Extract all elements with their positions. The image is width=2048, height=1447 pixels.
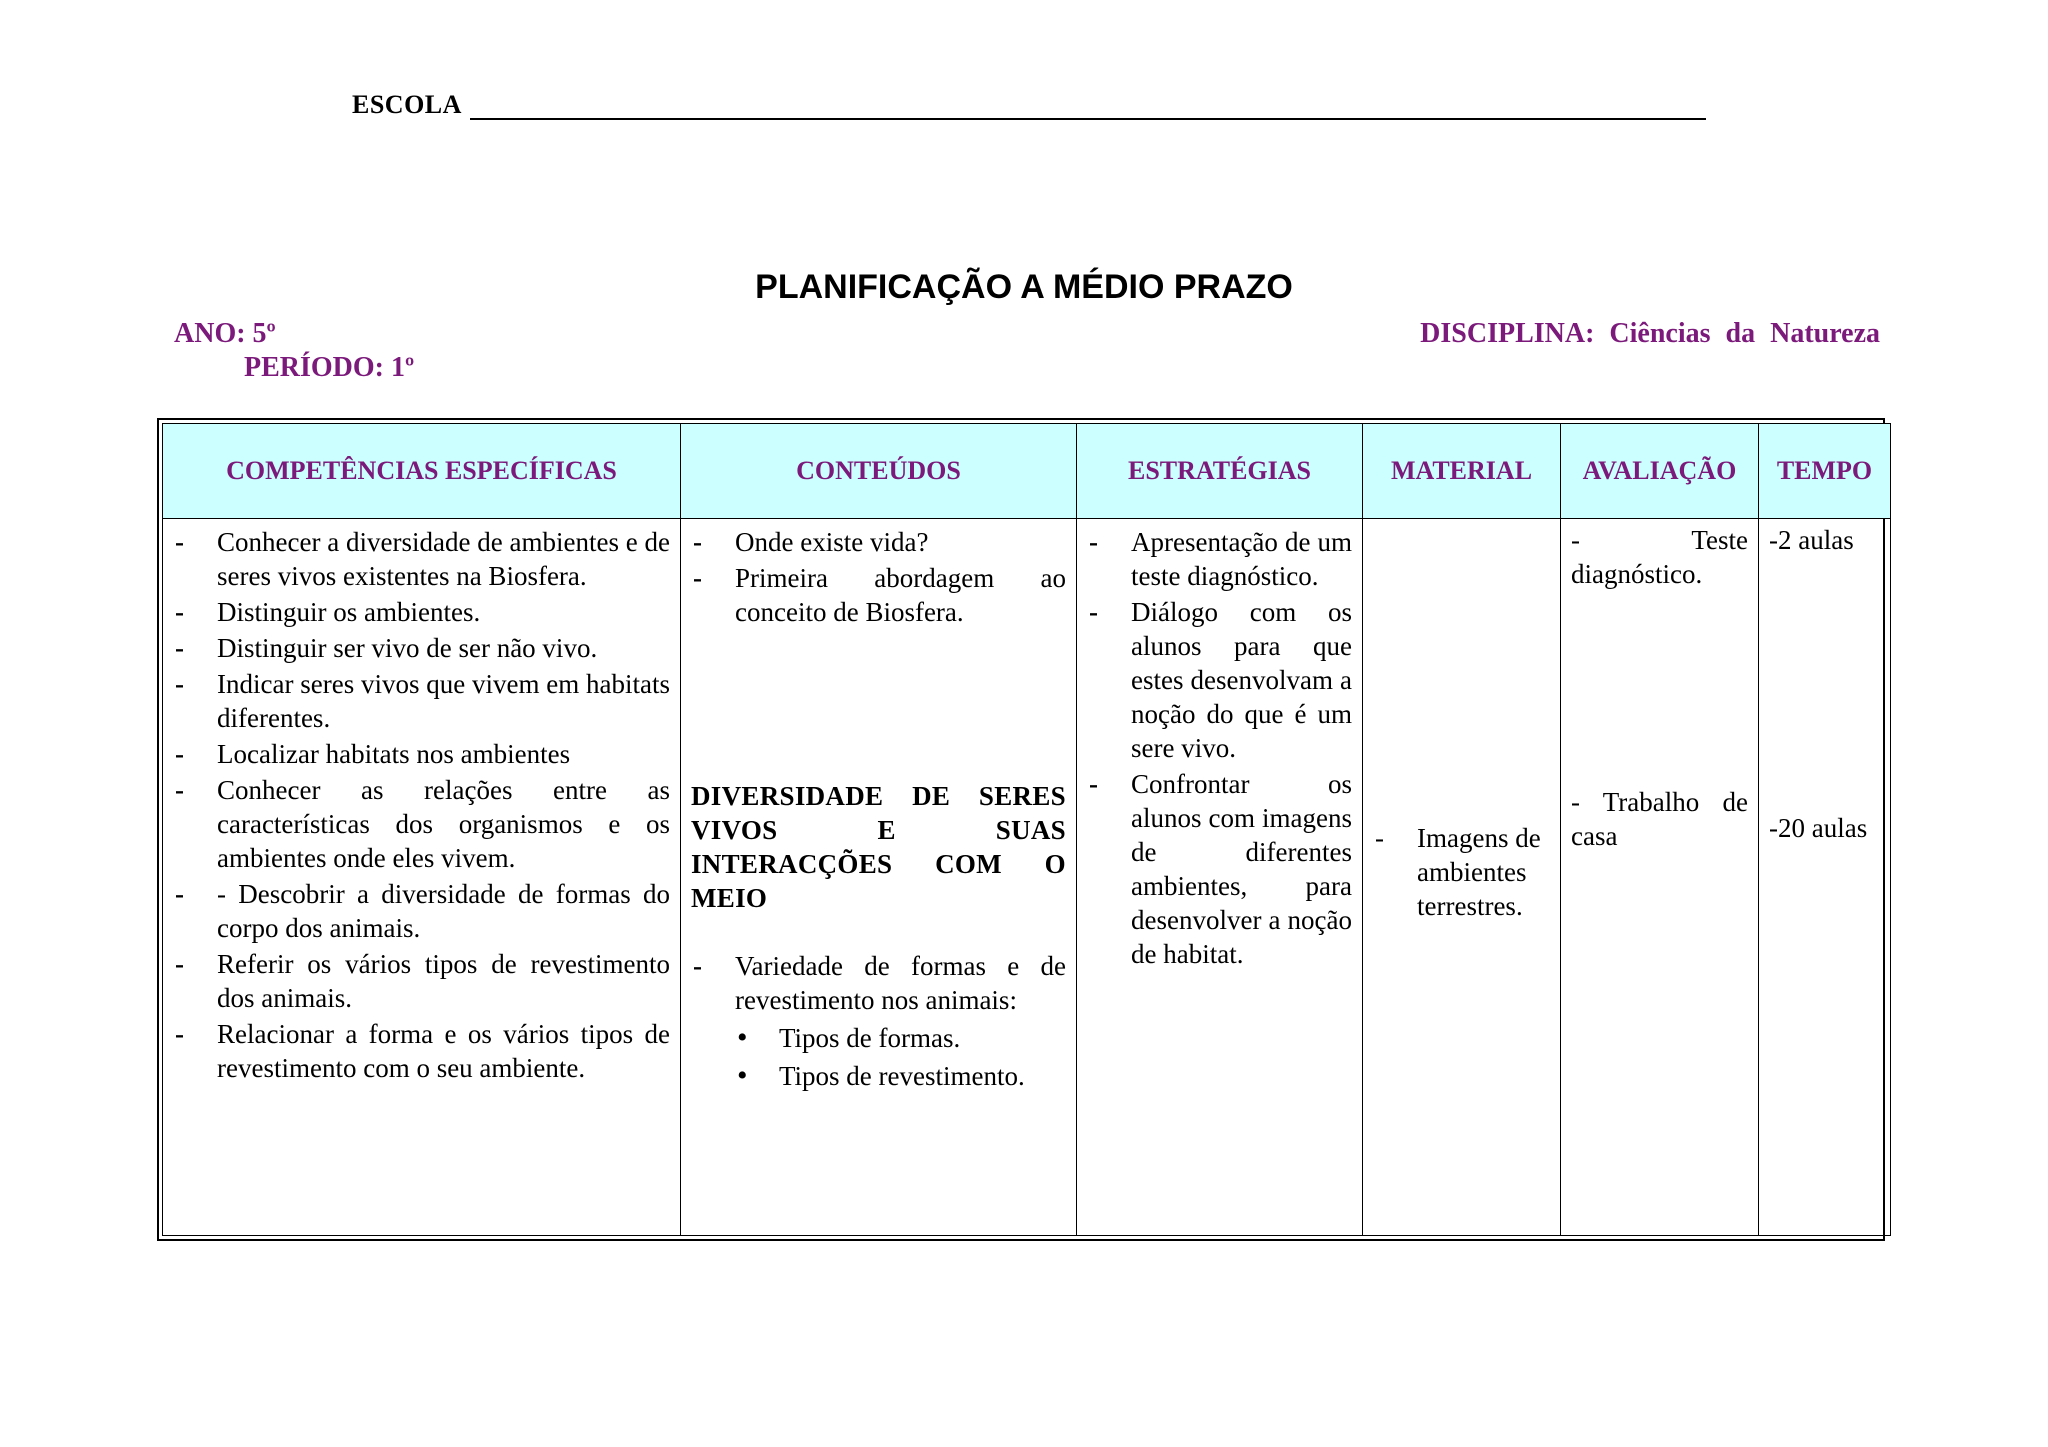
material-item: - Imagens de ambientes terrestres. <box>1373 821 1550 923</box>
conteudos-item-list <box>691 949 1066 1017</box>
list-item: - Primeira abordagem ao conceito de Biosfera. <box>691 561 1066 629</box>
cell-tempo <box>1759 519 1891 1236</box>
list-item: - Confrontar os alunos com imagens de diferentes ambientes, para desenvolver a noção de habitat. <box>1087 767 1352 971</box>
list-item: - Localizar habitats nos ambientes <box>173 737 670 771</box>
table-row <box>163 519 1891 1236</box>
cell-competencias <box>163 519 681 1236</box>
cell-avaliacao <box>1561 519 1759 1236</box>
year-label: ANO: 5º <box>174 318 276 349</box>
avaliacao-item-2: - Trabalho de casa <box>1571 787 1748 851</box>
table-header-row <box>163 424 1891 519</box>
list-item: - Conhecer a diversidade de ambientes e de seres vivos existentes na Biosfera. <box>173 525 670 593</box>
list-item: - Indicar seres vivos que vivem em habitats diferentes. <box>173 667 670 735</box>
school-field <box>352 90 1706 120</box>
tempo-item-2: -20 aulas <box>1769 813 1868 843</box>
list-item: - Onde existe vida? <box>691 525 1066 559</box>
estrategias-list <box>1087 525 1352 971</box>
cell-estrategias <box>1077 519 1363 1236</box>
header-tempo: TEMPO <box>1759 424 1891 519</box>
list-item: • Tipos de revestimento. <box>735 1059 1066 1093</box>
list-item: - Distinguir os ambientes. <box>173 595 670 629</box>
header-avaliacao: AVALIAÇÃO <box>1561 424 1759 519</box>
planning-table-frame <box>157 418 1885 1241</box>
list-item: - Conhecer as relações entre as características dos organismos e os ambientes onde eles vivem. <box>173 773 670 875</box>
subject-label: DISCIPLINA: Ciências da Natureza <box>1420 318 1880 349</box>
header-material: MATERIAL <box>1363 424 1561 519</box>
period-label: PERÍODO: 1º <box>244 352 415 383</box>
avaliacao-item-1: - Teste diagnóstico. <box>1571 525 1748 589</box>
conteudos-bullets <box>691 1021 1066 1093</box>
page-title: PLANIFICAÇÃO A MÉDIO PRAZO <box>755 268 1293 306</box>
cell-conteudos <box>681 519 1077 1236</box>
planning-table <box>162 423 1891 1236</box>
list-item: • Tipos de formas. <box>735 1021 1066 1055</box>
school-blank-line <box>470 92 1706 120</box>
conteudos-intro-list <box>691 525 1066 629</box>
list-item: - Variedade de formas e de revestimento nos animais: <box>691 949 1066 1017</box>
header-estrategias: ESTRATÉGIAS <box>1077 424 1363 519</box>
school-label: ESCOLA <box>352 90 462 119</box>
competencias-list <box>173 525 670 1085</box>
conteudos-heading: DIVERSIDADE DE SERES VIVOS E SUAS INTERACÇÕES COM O MEIO <box>691 781 1066 913</box>
list-item: - Relacionar a forma e os vários tipos de revestimento com o seu ambiente. <box>173 1017 670 1085</box>
list-item: - Apresentação de um teste diagnóstico. <box>1087 525 1352 593</box>
header-competencias: COMPETÊNCIAS ESPECÍFICAS <box>163 424 681 519</box>
tempo-item-1: -2 aulas <box>1769 525 1854 555</box>
list-item: - Diálogo com os alunos para que estes desenvolvam a noção do que é um sere vivo. <box>1087 595 1352 765</box>
header-conteudos: CONTEÚDOS <box>681 424 1077 519</box>
list-item: - Referir os vários tipos de revestimento dos animais. <box>173 947 670 1015</box>
list-item: - Distinguir ser vivo de ser não vivo. <box>173 631 670 665</box>
cell-material <box>1363 519 1561 1236</box>
list-item: - - Descobrir a diversidade de formas do corpo dos animais. <box>173 877 670 945</box>
